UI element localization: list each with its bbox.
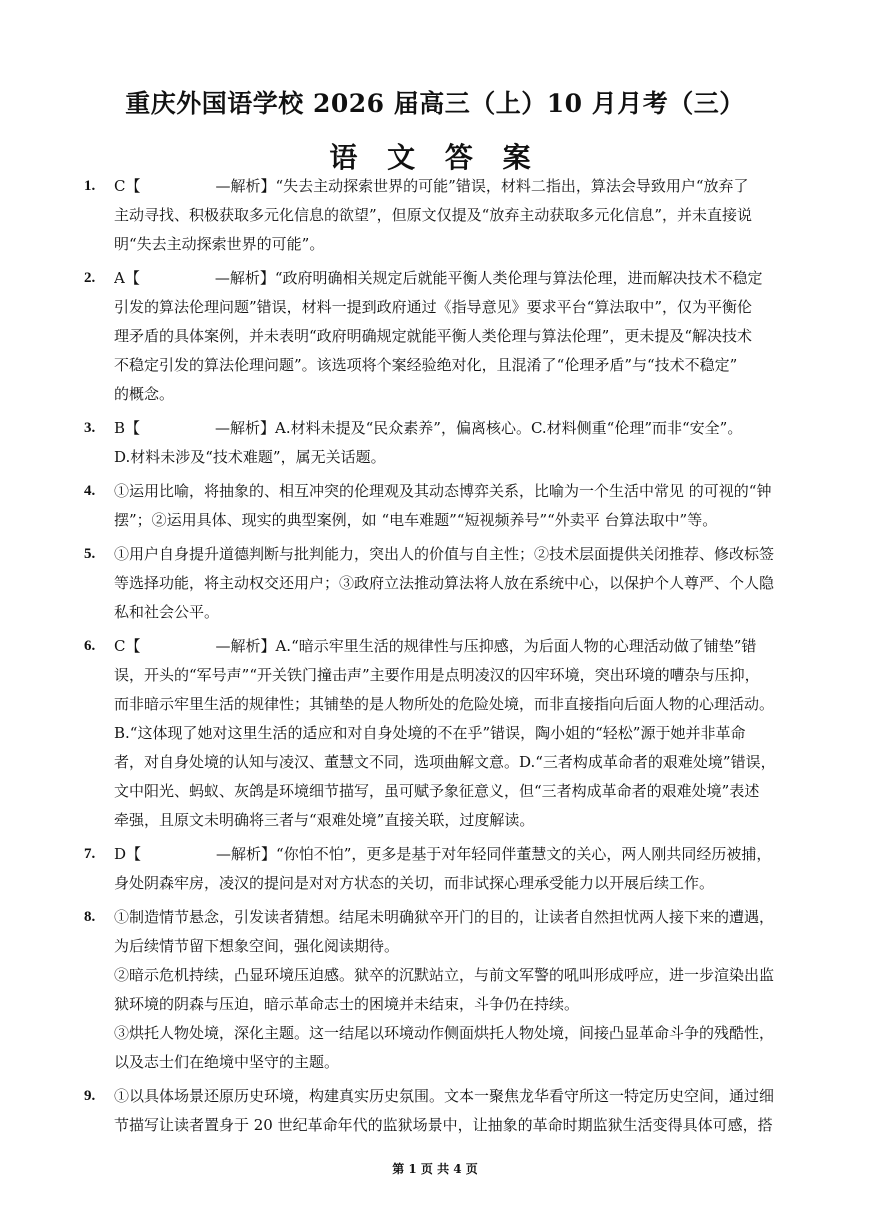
answer-text-line: 以及志士们在绝境中坚守的主题。 [114, 1053, 340, 1071]
answer-text-line: ①制造情节悬念，引发读者猜想。结尾未明确狱卒开门的目的，让读者自然担忧两人接下来的遭遇， [114, 908, 775, 926]
answer-item [0, 477, 870, 535]
answer-text-line: 的概念。 [114, 385, 175, 403]
answer-text-line: 牵强，且原文未明确将三者与“艰难处境”直接关联，过度解读。 [114, 811, 535, 829]
answer-text-line: 文中阳光、蚂蚁、灰鸽是环境细节描写，虽可赋予象征意义，但“三者构成革命者的艰难处境”表述 [114, 782, 760, 800]
answer-text-line: C【 —解析】“失去主动探索世界的可能”错误，材料二指出，算法会导致用户“放弃了 [114, 177, 749, 195]
answer-text-line: 者，对自身处境的认知与凌汉、董慧文不同，选项曲解文意。D.“三者构成革命者的艰难处境”错误， [114, 753, 776, 771]
answer-text-line: ②暗示危机持续，凸显环境压迫感。狱卒的沉默站立，与前文军警的吼叫形成呼应，进一步渲染出监 [114, 966, 775, 984]
answer-text-line: 私和社会公平。 [114, 603, 220, 621]
answer-number: 1. [84, 178, 96, 194]
answer-text-line: D【 —解析】“你怕不怕”，更多是基于对年轻同伴董慧文的关心，两人刚共同经历被捕， [114, 845, 772, 863]
page-footer: 第 1 页 共 4 页 [392, 1162, 478, 1176]
answer-text-line: 误，开头的“军号声”“开关铁门撞击声”主要作用是点明凌汉的囚牢环境，突出环境的嘈杂与压抑， [114, 666, 760, 684]
answer-text-line: 节描写让读者置身于 20 世纪革命年代的监狱场景中，让抽象的革命时期监狱生活变得具体可感，搭 [114, 1116, 773, 1134]
answer-text-line: A【 —解析】“政府明确相关规定后就能平衡人类伦理与算法伦理，进而解决技术不稳定 [114, 269, 763, 287]
answer-number: 8. [84, 909, 96, 925]
answer-item [0, 840, 870, 898]
answer-item [0, 903, 870, 1077]
answer-number: 5. [84, 546, 96, 562]
answer-text-line: 等选择功能，将主动权交还用户；③政府立法推动算法将人放在系统中心，以保护个人尊严、个人隐 [114, 574, 775, 592]
answer-text-line: 主动寻找、积极获取多元化信息的欲望”，但原文仅提及“放弃主动获取多元化信息”，并未直接说 [114, 206, 753, 224]
document-subtitle: 语 文 答 案 [329, 141, 541, 174]
answer-number: 9. [84, 1088, 96, 1104]
answer-text-line: ③烘托人物处境，深化主题。这一结尾以环境动作侧面烘托人物处境，间接凸显革命斗争的残酷性， [114, 1024, 775, 1042]
answer-number: 3. [84, 420, 96, 436]
answer-text-line: B.“这体现了她对这里生活的适应和对自身处境的不在乎”错误，陶小姐的“轻松”源于她并非革命 [114, 724, 746, 742]
answer-text-line: B【 —解析】A.材料未提及“民众素养”，偏离核心。C.材料侧重“伦理”而非“安全”。 [114, 419, 743, 437]
answer-number: 2. [84, 270, 96, 286]
document-title: 重庆外国语学校 2026 届高三（上）10 月月考（三） [125, 89, 745, 118]
answer-number: 7. [84, 846, 96, 862]
answer-text-line: 明“失去主动探索世界的可能”。 [114, 235, 325, 253]
answer-text-line: 为后续情节留下想象空间，强化阅读期待。 [114, 937, 400, 955]
answer-text-line: 理矛盾的具体案例，并未表明“政府明确规定就能平衡人类伦理与算法伦理”，更未提及“解决技术 [114, 327, 753, 345]
answer-text-line: 不稳定引发的算法伦理问题”。该选项将个案经验绝对化，且混淆了“伦理矛盾”与“技术不稳定” [114, 356, 738, 374]
answer-text-line: 而非暗示牢里生活的规律性；其铺垫的是人物所处的危险处境，而非直接指向后面人物的心理活动。 [114, 695, 775, 713]
answer-number: 4. [84, 483, 96, 499]
answer-item [0, 172, 870, 259]
answer-text-line: 狱环境的阴森与压迫，暗示革命志士的困境并未结束，斗争仍在持续。 [114, 995, 580, 1013]
answer-text-line: 摆”；②运用具体、现实的典型案例，如 “电车难题”“短视频养号”“外卖平 台算法取中”等。 [114, 511, 718, 529]
answer-text-line: C【 —解析】A.“暗示牢里生活的规律性与压抑感，为后面人物的心理活动做了铺垫”错 [114, 637, 757, 655]
answer-text-line: ①运用比喻，将抽象的、相互冲突的伦理观及其动态博弈关系，比喻为一个生活中常见 的可视的“钟 [114, 482, 772, 500]
answer-list [0, 172, 870, 1145]
answer-item [0, 540, 870, 627]
answer-item [0, 632, 870, 835]
answer-text-line: D.材料未涉及“技术难题”，属无关话题。 [114, 448, 386, 466]
answer-item [0, 414, 870, 472]
answer-text-line: ①以具体场景还原历史环境，构建真实历史氛围。文本一聚焦龙华看守所这一特定历史空间，通过细 [114, 1087, 775, 1105]
answer-text-line: 引发的算法伦理问题”错误，材料一提到政府通过《指导意见》要求平台“算法取中”，仅为平衡伦 [114, 298, 753, 316]
answer-text-line: ①用户自身提升道德判断与批判能力，突出人的价值与自主性；②技术层面提供关闭推荐、修改标签 [114, 545, 775, 563]
answer-item [0, 264, 870, 409]
answer-text-line: 身处阴森牢房，凌汉的提问是对对方状态的关切，而非试探心理承受能力以开展后续工作。 [114, 874, 715, 892]
answer-item [0, 1082, 870, 1140]
answer-number: 6. [84, 638, 96, 654]
